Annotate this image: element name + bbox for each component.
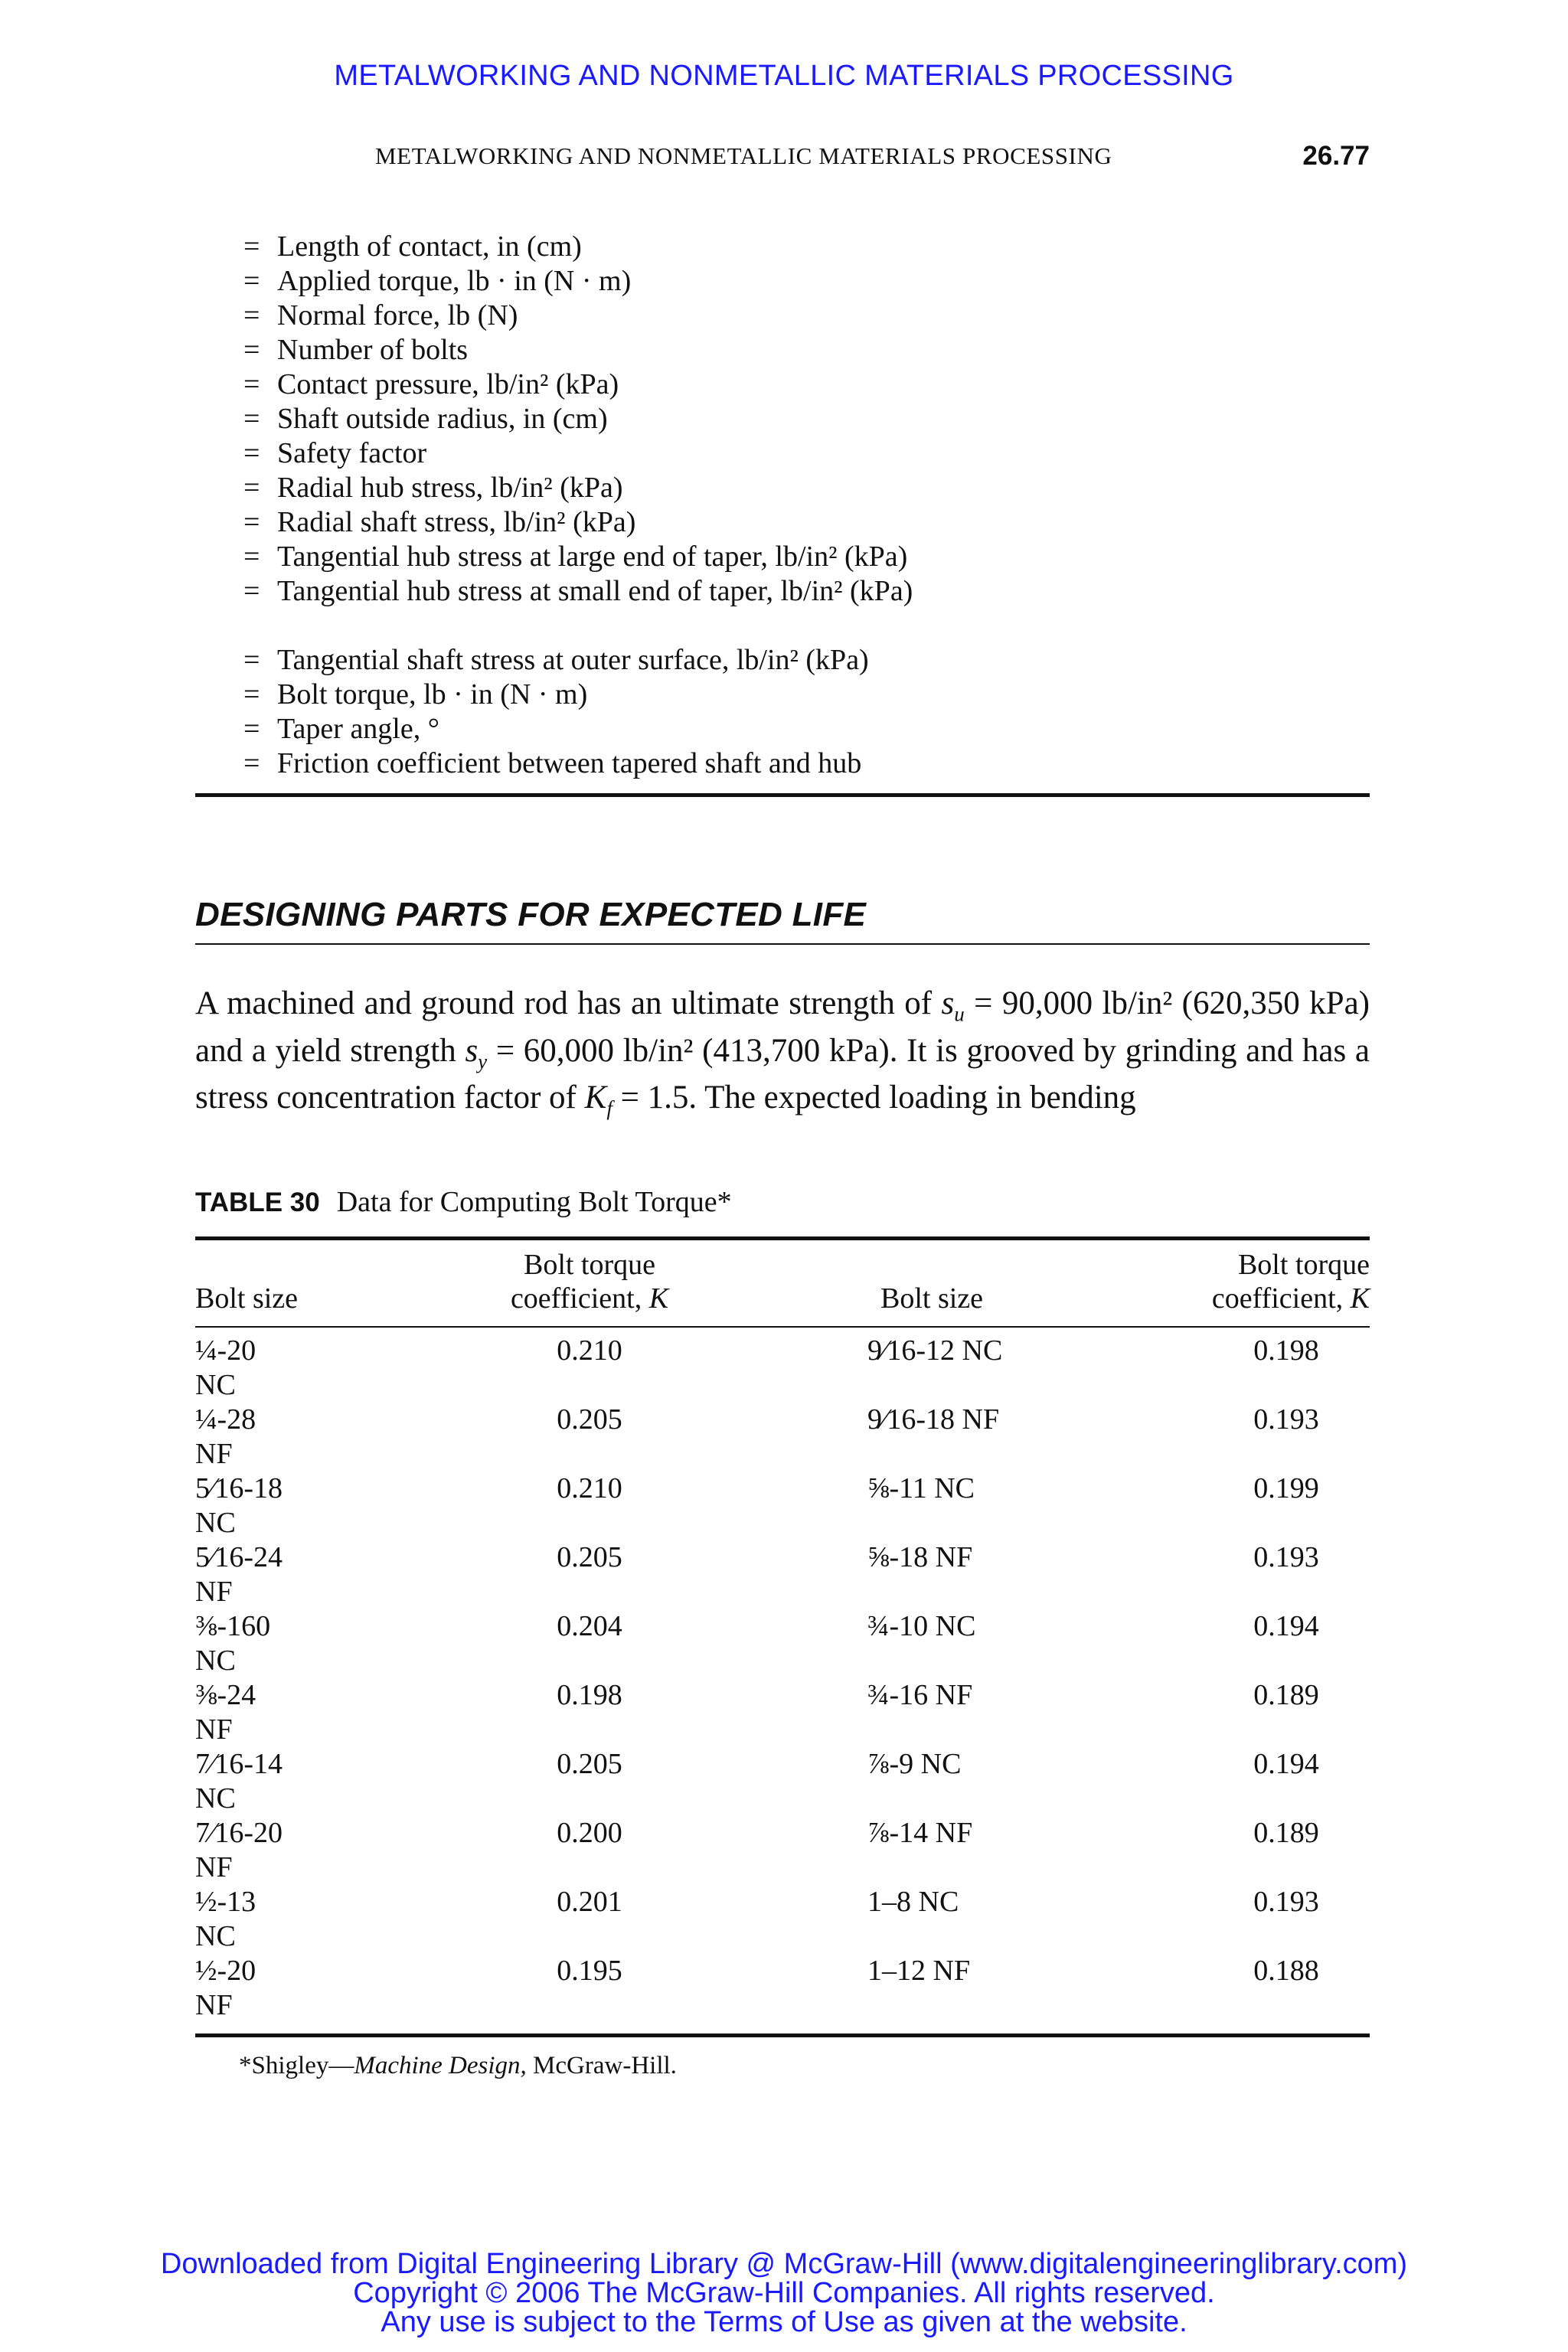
- symbol-definition: Radial hub stress, lb/in² (kPa): [277, 472, 623, 504]
- bolt-size-cell: [195, 1954, 256, 2023]
- bolt-size-cell-right: ⅞-14 NF: [867, 1817, 973, 1849]
- symbols-bottom-rule: [195, 793, 1370, 797]
- symbol: s: [941, 985, 955, 1021]
- equals-sign: =: [243, 541, 260, 573]
- bolt-size: 7⁄16-20: [195, 1817, 283, 1849]
- equals-sign: =: [243, 437, 260, 469]
- bolt-size-cell-right: 9⁄16-18 NF: [867, 1403, 1000, 1436]
- bolt-size-cell-right: ⅝-11 NC: [867, 1472, 975, 1504]
- coefficient-cell-right: 0.189: [1253, 1679, 1319, 1711]
- equals-sign: =: [243, 299, 260, 332]
- table-top-rule: [195, 1236, 1370, 1240]
- column-header-bolt-size-right: Bolt size: [880, 1282, 984, 1315]
- table-number: TABLE 30: [195, 1187, 320, 1217]
- equals-sign: =: [243, 713, 260, 745]
- header-symbol: K: [1350, 1282, 1370, 1315]
- coefficient-cell: 0.205: [557, 1403, 622, 1436]
- top-section-link[interactable]: METALWORKING AND NONMETALLIC MATERIALS PROCESSING: [334, 60, 1234, 92]
- symbol-definition: Shaft outside radius, in (cm): [277, 403, 608, 435]
- bolt-size-cell: [195, 1472, 283, 1540]
- coefficient-cell-right: 0.198: [1253, 1334, 1319, 1367]
- symbol-definition: Tangential hub stress at large end of taper, lb/in² (kPa): [277, 541, 908, 573]
- column-header-bolt-size: Bolt size: [195, 1282, 299, 1315]
- bolt-size-cell-right: ⅝-18 NF: [867, 1541, 973, 1573]
- equals-sign: =: [243, 506, 260, 538]
- table-footnote: [239, 2052, 677, 2080]
- equals-sign: =: [243, 403, 260, 435]
- equals-sign: =: [243, 575, 260, 607]
- footnote-book-title: Machine Design,: [354, 2052, 527, 2079]
- coefficient-cell: 0.198: [557, 1679, 622, 1711]
- symbol-subscript: y: [478, 1050, 488, 1073]
- bolt-size: 5⁄16-18: [195, 1472, 283, 1504]
- footnote-text: McGraw-Hill.: [526, 2052, 677, 2079]
- coefficient-cell-right: 0.194: [1253, 1610, 1319, 1642]
- thread-series: NC: [195, 1507, 236, 1539]
- bolt-size: 7⁄16-14: [195, 1748, 283, 1780]
- running-head: METALWORKING AND NONMETALLIC MATERIALS PROCESSING: [375, 142, 1112, 169]
- paragraph-text: = 1.5. The expected loading in bending: [612, 1080, 1136, 1116]
- table-header-rule: [195, 1326, 1370, 1328]
- coefficient-cell: 0.205: [557, 1748, 622, 1780]
- bolt-size-cell: [195, 1747, 283, 1816]
- section-title-rule: [195, 943, 1370, 945]
- body-paragraph: [195, 985, 1370, 1127]
- coefficient-cell-right: 0.193: [1253, 1886, 1319, 1918]
- coefficient-cell: 0.210: [557, 1334, 622, 1367]
- bolt-size-cell: [195, 1403, 256, 1472]
- terms-of-use-link[interactable]: Any use is subject to the Terms of Use as given at the website.: [381, 2306, 1187, 2338]
- symbol: s: [465, 1032, 479, 1069]
- coefficient-cell: 0.204: [557, 1610, 622, 1642]
- coefficient-cell-right: 0.188: [1253, 1955, 1319, 1987]
- bolt-size: ½-20: [195, 1955, 256, 1987]
- bolt-size-cell-right: 9⁄16-12 NC: [867, 1334, 1003, 1367]
- thread-series: NC: [195, 1645, 236, 1677]
- table-bottom-rule: [195, 2034, 1370, 2037]
- equals-sign: =: [243, 747, 260, 779]
- symbol-definition: Taper angle, °: [277, 713, 439, 745]
- symbol-subscript: u: [954, 1002, 965, 1026]
- equals-sign: =: [243, 265, 260, 297]
- header-line: [475, 1282, 704, 1315]
- symbol-definition: Tangential shaft stress at outer surface, lb/in² (kPa): [277, 644, 869, 676]
- bolt-size-cell: [195, 1678, 256, 1747]
- symbol-definition: Applied torque, lb · in (N · m): [277, 265, 632, 297]
- paragraph-text: = 90,000 lb/in² (620,350 kPa) and a yield strength: [195, 985, 1370, 1069]
- coefficient-cell-right: 0.193: [1253, 1541, 1319, 1573]
- symbol-definition: Safety factor: [277, 437, 427, 469]
- coefficient-cell: 0.195: [557, 1955, 622, 1987]
- symbol-subscript: f: [606, 1096, 612, 1120]
- bolt-size-cell-right: ¾-16 NF: [867, 1679, 973, 1711]
- thread-series: NC: [195, 1369, 236, 1401]
- bolt-size-cell: [195, 1816, 283, 1885]
- section-title: DESIGNING PARTS FOR EXPECTED LIFE: [195, 896, 867, 933]
- thread-series: NF: [195, 1851, 233, 1883]
- column-header-coefficient-right: [1140, 1248, 1370, 1315]
- equals-sign: =: [243, 334, 260, 366]
- table-caption: [195, 1185, 732, 1219]
- bolt-size-cell: [195, 1540, 283, 1609]
- symbol-definition: Bolt torque, lb · in (N · m): [277, 678, 588, 710]
- bolt-size-cell-right: 1–12 NF: [867, 1955, 971, 1987]
- header-text: coefficient,: [510, 1282, 649, 1315]
- thread-series: NC: [195, 1920, 236, 1952]
- bolt-size: ¼-20: [195, 1334, 256, 1367]
- equals-sign: =: [243, 368, 260, 400]
- header-line: Bolt torque: [1237, 1249, 1370, 1281]
- bolt-size-cell-right: 1–8 NC: [867, 1886, 959, 1918]
- symbol-definition: Contact pressure, lb/in² (kPa): [277, 368, 619, 400]
- header-line: Bolt torque: [523, 1249, 656, 1281]
- paragraph-text: A machined and ground rod has an ultimate strength of: [195, 985, 942, 1021]
- thread-series: NC: [195, 1782, 236, 1815]
- symbol-definition: Tangential hub stress at small end of taper, lb/in² (kPa): [277, 575, 913, 607]
- thread-series: NF: [195, 1989, 233, 2021]
- symbol: K: [584, 1080, 607, 1116]
- header-symbol: K: [648, 1282, 669, 1315]
- table-caption-text: Data for Computing Bolt Torque*: [336, 1186, 732, 1218]
- bolt-size-cell: [195, 1609, 270, 1678]
- page-number: 26.77: [1302, 141, 1370, 171]
- bolt-size: ⅜-160: [195, 1610, 271, 1642]
- copyright-notice: Copyright © 2006 The McGraw-Hill Companies. All rights reserved.: [353, 2277, 1215, 2309]
- coefficient-cell: 0.201: [557, 1886, 622, 1918]
- coefficient-cell: 0.200: [557, 1817, 622, 1849]
- coefficient-cell: 0.210: [557, 1472, 622, 1504]
- paragraph-text: = 60,000 lb/in² (413,700 kPa). It is grooved by grinding and has a stress concentration factor of: [195, 1032, 1370, 1116]
- header-text: coefficient,: [1211, 1282, 1351, 1315]
- bolt-size: 5⁄16-24: [195, 1541, 283, 1573]
- symbol-definition: Radial shaft stress, lb/in² (kPa): [277, 506, 636, 538]
- coefficient-cell-right: 0.199: [1253, 1472, 1319, 1504]
- equals-sign: =: [243, 472, 260, 504]
- symbol-definition: Length of contact, in (cm): [277, 230, 582, 263]
- symbol-definition: Friction coefficient between tapered shaft and hub: [277, 747, 862, 779]
- column-header-coefficient: [475, 1248, 704, 1315]
- bolt-size: ⅜-24: [195, 1679, 256, 1711]
- coefficient-cell-right: 0.189: [1253, 1817, 1319, 1849]
- equals-sign: =: [243, 644, 260, 676]
- coefficient-cell-right: 0.194: [1253, 1748, 1319, 1780]
- bolt-size-cell: [195, 1885, 256, 1954]
- equals-sign: =: [243, 230, 260, 263]
- thread-series: NF: [195, 1438, 233, 1470]
- equals-sign: =: [243, 678, 260, 710]
- header-line: [1140, 1282, 1370, 1315]
- symbol-definition: Normal force, lb (N): [277, 299, 518, 332]
- bolt-size-cell-right: ¾-10 NC: [867, 1610, 976, 1642]
- thread-series: NF: [195, 1713, 233, 1746]
- thread-series: NF: [195, 1576, 233, 1608]
- bolt-size: ¼-28: [195, 1403, 256, 1436]
- bolt-size: ½-13: [195, 1886, 256, 1918]
- bolt-size-cell: [195, 1334, 256, 1403]
- symbol-definition: Number of bolts: [277, 334, 469, 366]
- footnote-text: *Shigley—: [239, 2052, 354, 2079]
- coefficient-cell: 0.205: [557, 1541, 622, 1573]
- coefficient-cell-right: 0.193: [1253, 1403, 1319, 1436]
- bolt-size-cell-right: ⅞-9 NC: [867, 1748, 962, 1780]
- download-notice-link[interactable]: Downloaded from Digital Engineering Library @ McGraw-Hill (www.digitalengineeringlibrary.com): [160, 2248, 1408, 2280]
